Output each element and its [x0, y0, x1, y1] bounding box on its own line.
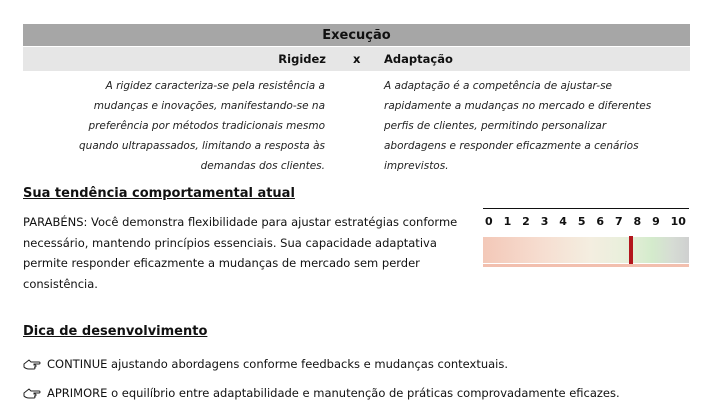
scale-tick-label: 3 — [540, 215, 549, 228]
comparison-header — [23, 47, 690, 71]
development-heading: Dica de desenvolvimento — [23, 324, 208, 339]
scale-tick-label: 5 — [577, 215, 586, 228]
tip-improve — [23, 386, 620, 400]
tip-text: CONTINUE ajustando abordagens conforme feedbacks e mudanças contextuais. — [47, 357, 509, 371]
left-trait-description: A rigidez caracteriza-se pela resistência a mudanças e inovações, manifestando-se na preferência por métodos tradicionais mesmo quando ultrapassados, limitando a resposta às demandas dos clientes. — [79, 80, 325, 172]
right-trait-description: A adaptação é a competência de ajustar-se rapidamente a mudanças no mercado e diferentes perfis de clientes, permitindo personalizar abordagens e responder eficazmente a cenários imprevistos. — [384, 80, 652, 172]
tendency-heading: Sua tendência comportamental atual — [23, 186, 295, 201]
scale-tick-label: 10 — [670, 215, 686, 228]
scale-top-line — [483, 208, 689, 209]
tendency-text: PARABÉNS: Você demonstra flexibilidade para ajustar estratégias conforme necessário, mantendo princípios essenciais. Sua capacidade adaptativa permite responder eficazmente a mudanças de mercado sem perder consistência. — [23, 215, 458, 291]
versus-separator: x — [353, 52, 361, 66]
score-marker — [629, 236, 633, 264]
scale-tick-label: 6 — [596, 215, 605, 228]
left-trait-label: Rigidez — [278, 52, 326, 66]
tip-text: APRIMORE o equilíbrio entre adaptabilidade e manutenção de práticas comprovadamente eficazes. — [47, 386, 620, 400]
scale-gradient-bar — [483, 237, 689, 263]
pointing-hand-icon — [23, 386, 41, 400]
scale-tick-label: 9 — [652, 215, 660, 228]
right-trait-label: Adaptação — [384, 52, 453, 66]
scale-tick-label: 2 — [522, 215, 530, 228]
section-title-bar — [23, 24, 690, 46]
scale-tick-label: 8 — [633, 215, 642, 228]
tip-continue — [23, 357, 508, 371]
pointing-hand-icon — [23, 357, 41, 371]
scale-tick-labels — [483, 215, 689, 228]
scale-tick-label: 7 — [614, 215, 623, 228]
section-title: Execução — [322, 27, 391, 43]
scale-tick-label: 4 — [559, 215, 567, 228]
scale-tick-label: 0 — [485, 215, 493, 228]
scale-underline — [483, 264, 689, 267]
scale-tick-label: 1 — [503, 215, 512, 228]
